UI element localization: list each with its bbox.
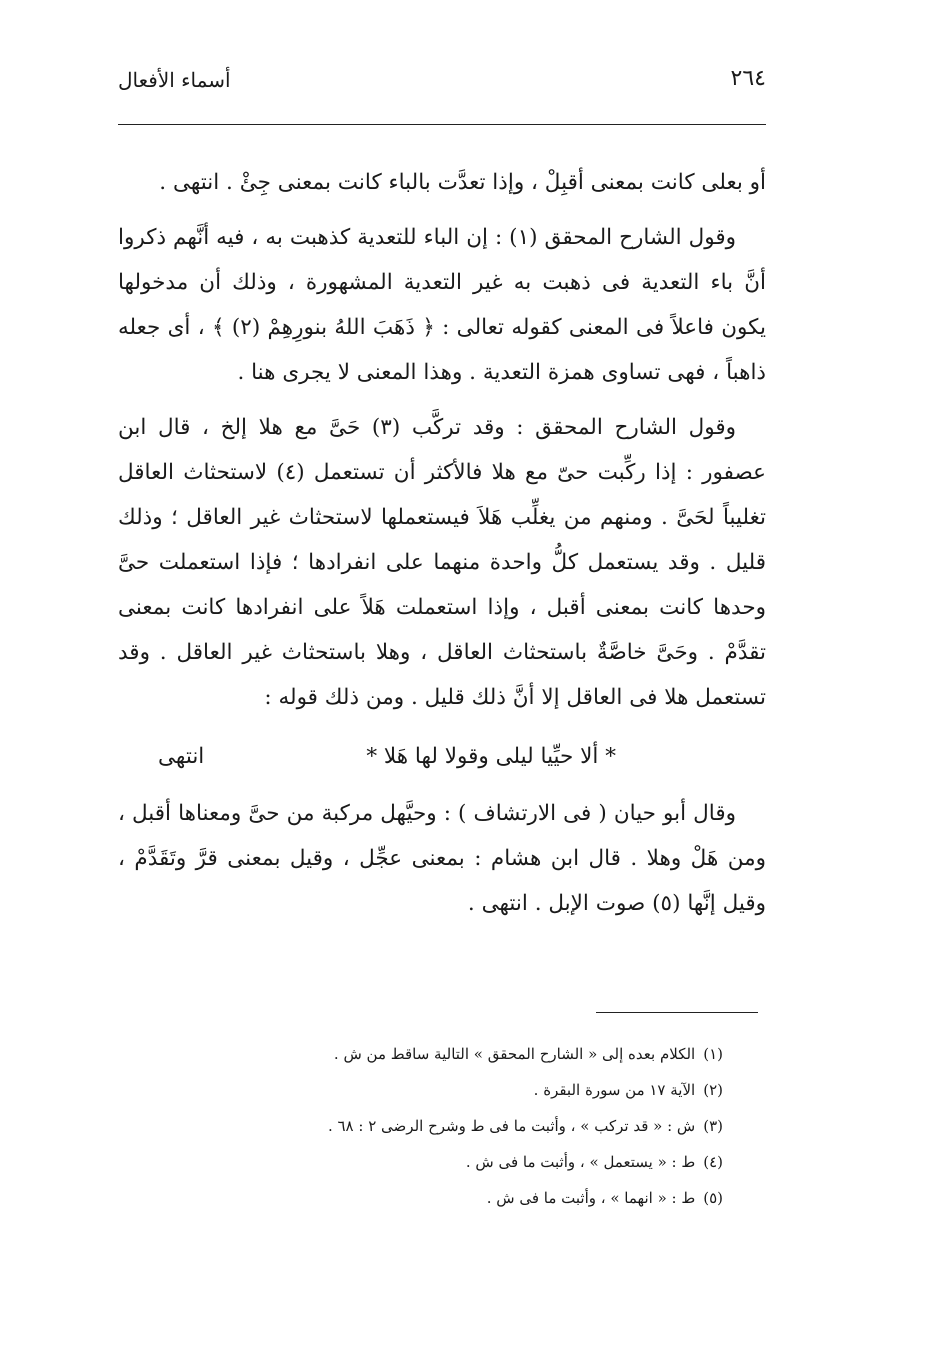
footnote-number: (٥) [703,1189,723,1207]
running-title: أسماء الأفعال [118,68,231,92]
paragraph: أو بعلى كانت بمعنى أقبِلْ ، وإذا تعدَّت بالباء كانت بمعنى جِئْ . انتهى . [159,170,766,195]
footnote-number: (٣) [703,1117,723,1135]
footnote-text: ط : « انهما » ، وأثبت ما فى ش . [486,1189,696,1207]
footnote-text: الكلام بعده إلى « الشارح المحقق » التالية ساقط من ش . [333,1045,696,1063]
main-text [118,160,766,926]
footnotes [118,1036,723,1216]
footnote [118,1180,723,1216]
header-rule [118,124,766,125]
footnote-number: (٢) [703,1081,723,1099]
footnote-number: (٤) [703,1153,723,1171]
page-number: ٢٦٤ [730,66,766,91]
paragraph: وقول الشارح المحقق (١) : إن الباء للتعدية كذهبت به ، فيه أنَّهم ذكروا أنَّ باء التعدية فى ذهبت به غير التعدية المشهورة ، وذلك أن مدخولها يكون فاعلاً فى المعنى كقوله تعالى : ﴿ ذَهَبَ اللهُ بنورِهِمْ (٢) ﴾ ، أى جعله ذاهباً ، فهى تساوى همزة التعدية . وهذا المعنى لا يجرى هنا . [118,225,766,385]
footnote-text: ش : « قد تركب » ، وأثبت ما فى ط وشرح الرضى ٢ : ٦٨ . [327,1117,696,1135]
verse-text: * ألا حيِّيا ليلى وقولا لها هَلا * [366,744,616,769]
footnote-number: (١) [703,1045,723,1063]
footnote [118,1072,723,1108]
verse-line [118,734,766,779]
paragraph: وقول الشارح المحقق : وقد تركَّب (٣) حَىَّ مع هلا إلخ ، قال ابن عصفور : إذا ركِّبت حىّ مع هلا فالأكثر أن تستعمل (٤) لاستحثاث العاقل تغليباً لحَىَّ . ومنهم من يغلِّب هَلاَ فيستعملها لاستحثاث غير العاقل ؛ وذلك قليل . وقد يستعمل كلُّ واحدة منهما على انفرادها ؛ فإذا استعملت حىَّ وحدها كانت بمعنى أقبل ، وإذا استعملت هَلاً على انفرادها كانت بمعنى تقدَّمْ . وحَىَّ خاصَّةٌ باستحثاث العاقل ، وهلا باستحثاث غير العاقل . وقد تستعمل هلا فى العاقل إلا أنَّ ذلك قليل . ومن ذلك قوله : [118,415,766,710]
footnote [118,1144,723,1180]
footnote-text: الآية ١٧ من سورة البقرة . [533,1081,696,1099]
footnote [118,1108,723,1144]
footnote [118,1036,723,1072]
page-header [118,62,766,112]
footnote-text: ط : « يستعمل » ، وأثبت ما فى ش . [465,1153,696,1171]
paragraph: وقال أبو حيان ( فى الارتشاف ) : وحيَّهل مركبة من حىَّ ومعناها أقبل ، ومن هَلْ وهلا . قال ابن هشام : بمعنى عجِّل ، وقيل بمعنى قرَّ وتَقَدَّمْ ، وقيل إنَّها (٥) صوت الإبل . انتهى . [118,801,766,916]
verse-ending: انتهى [158,744,205,769]
footnote-separator [596,1012,758,1013]
